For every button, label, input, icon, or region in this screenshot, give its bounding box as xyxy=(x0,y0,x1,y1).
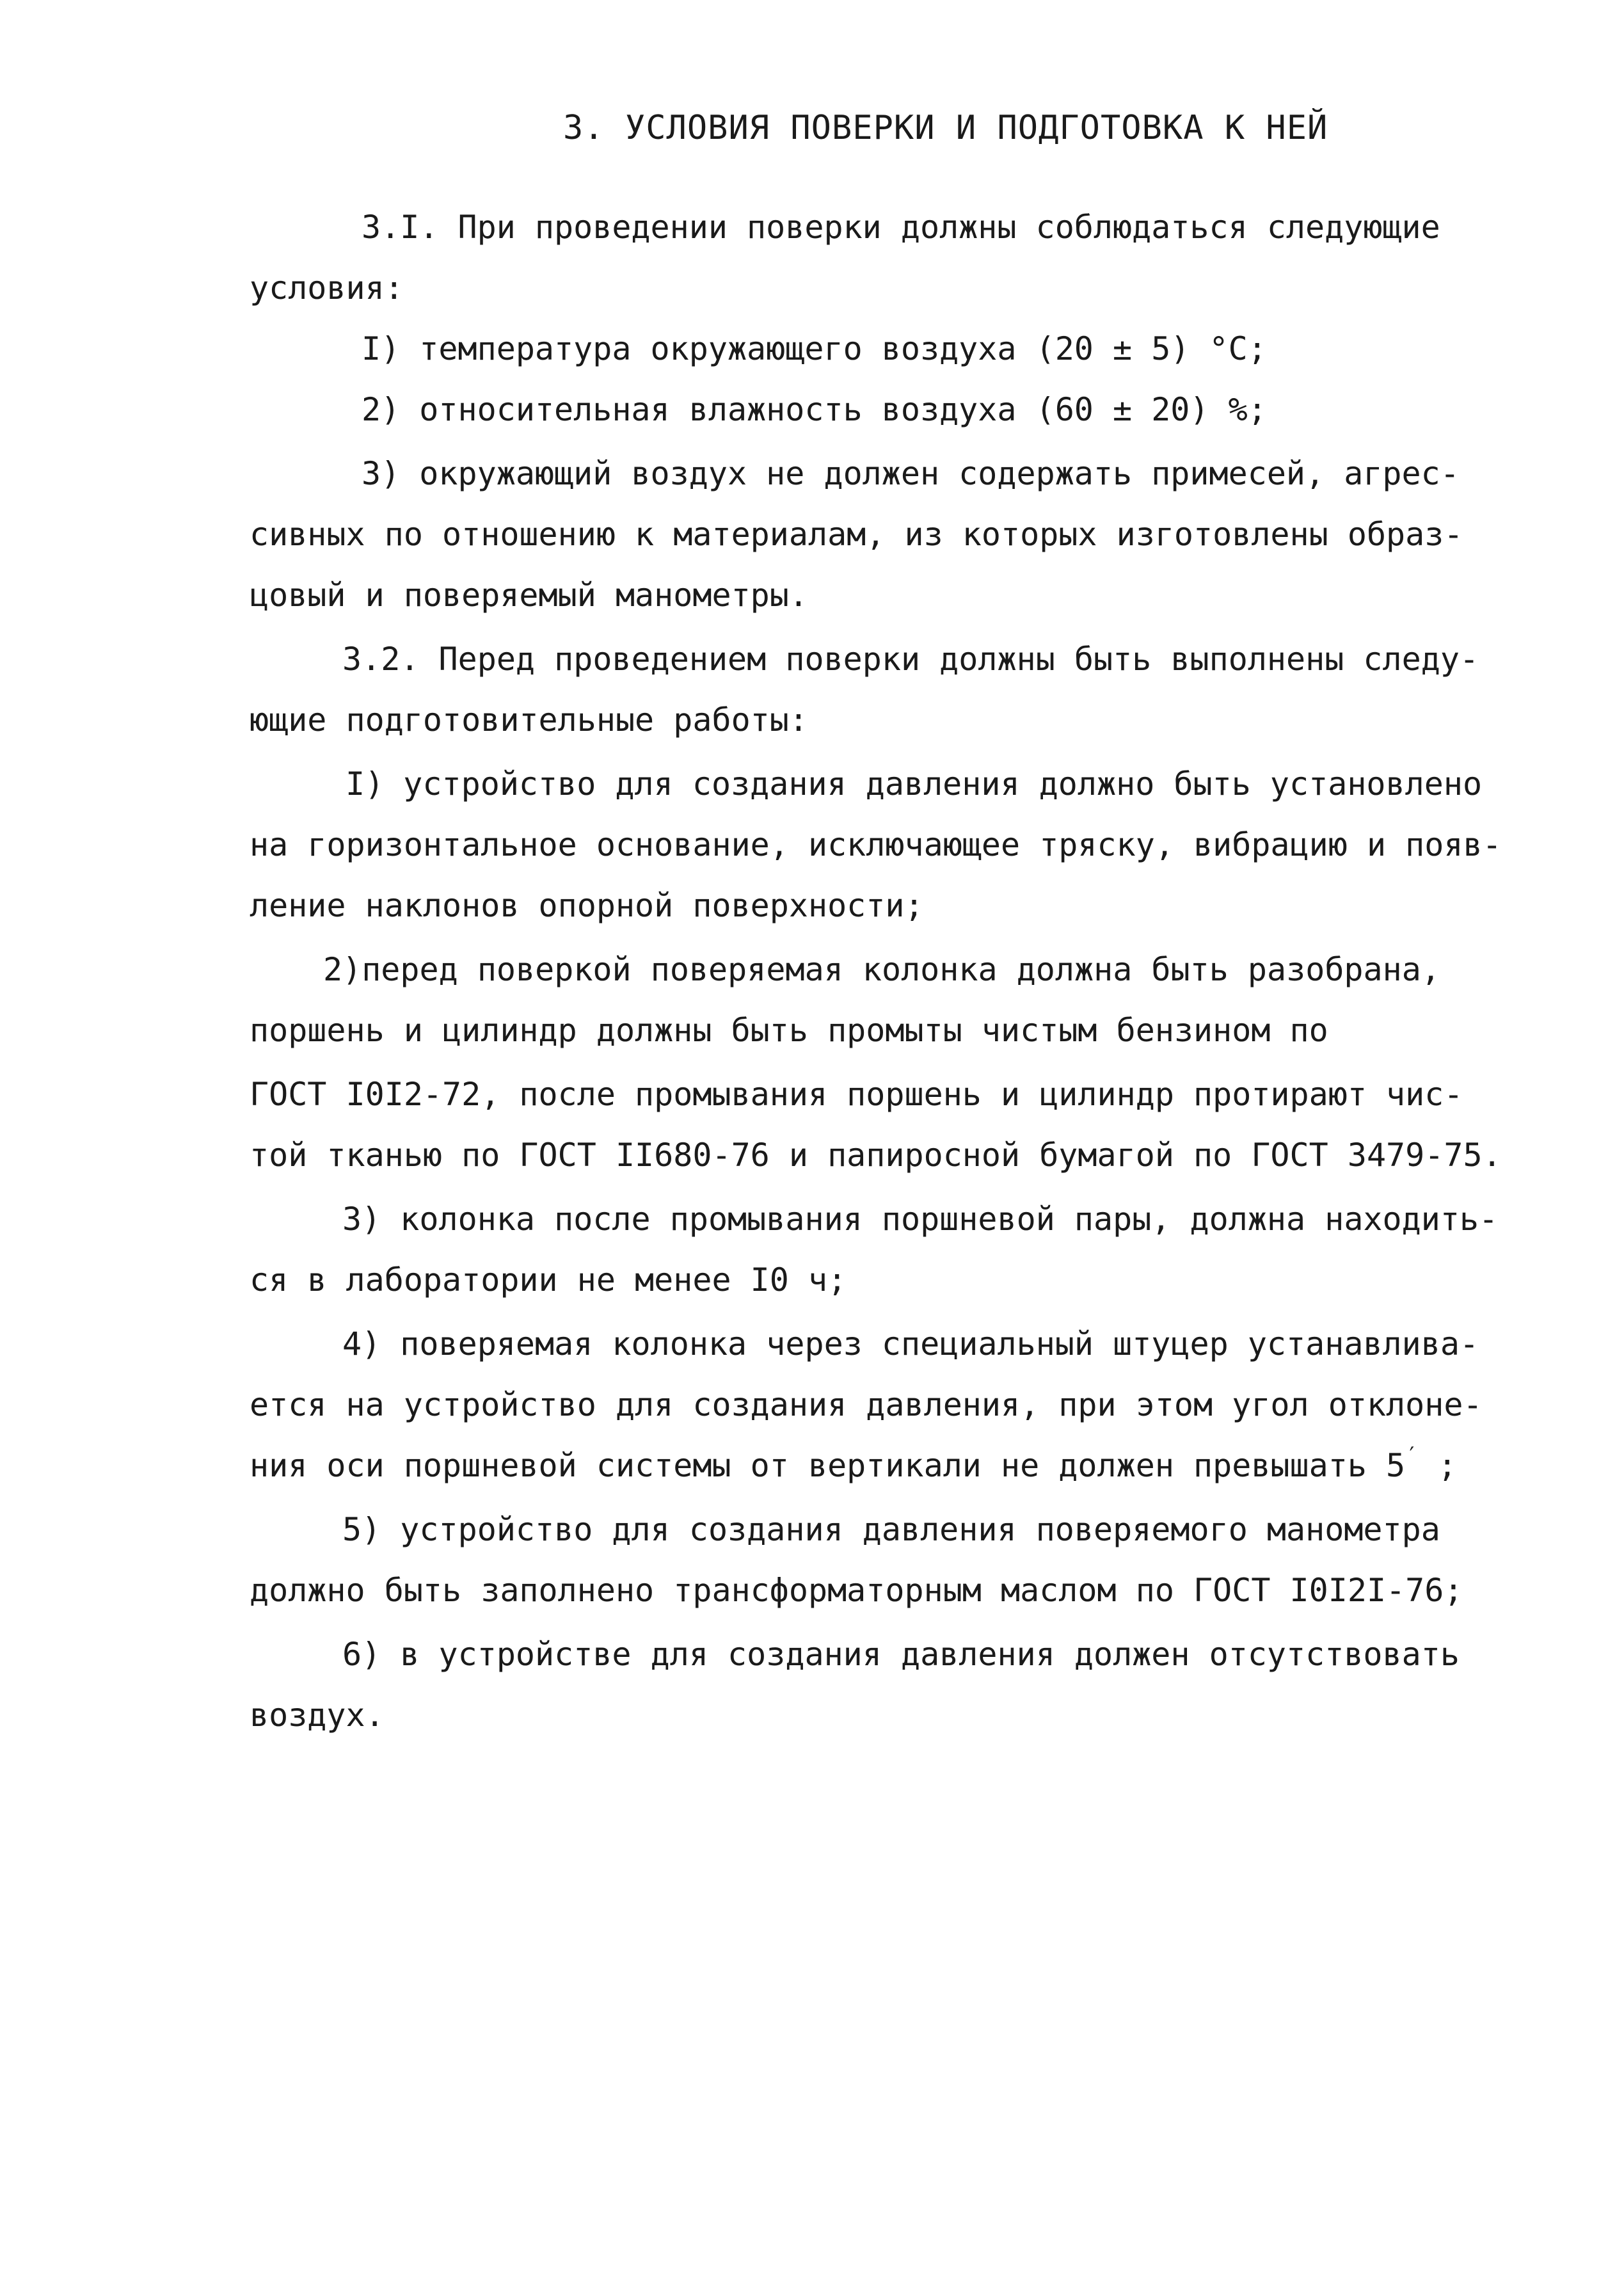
paragraph-3-1-line-1: 3.I. При проведении поверки должны соблюдаться следующие xyxy=(362,209,1440,246)
work-4-line-3-text: ния оси поршневой системы от вертикали не должен превышать 5 xyxy=(250,1447,1406,1484)
work-6-line-2: воздух. xyxy=(250,1697,385,1734)
work-2-line-3: ГОСТ I0I2-72, после промывания поршень и цилиндр протирают чис- xyxy=(250,1076,1463,1113)
work-4-line-3-tail: ; xyxy=(1418,1447,1457,1484)
condition-3-line-3: цовый и поверяемый манометры. xyxy=(250,577,808,614)
work-3-line-1: 3) колонка после промывания поршневой пары, должна находить- xyxy=(342,1201,1499,1238)
work-4-line-2: ется на устройство для создания давления, при этом угол отклоне- xyxy=(250,1386,1483,1423)
work-4-line-1: 4) поверяемая колонка через специальный штуцер устанавлива- xyxy=(342,1325,1479,1363)
paragraph-3-2-line-2: ющие подготовительные работы: xyxy=(250,701,808,739)
work-6-line-1: 6) в устройстве для создания давления должен отсутствовать xyxy=(342,1636,1460,1673)
work-5-line-2: должно быть заполнено трансформаторным маслом по ГОСТ I0I2I-76; xyxy=(250,1572,1463,1609)
condition-3-line-2: сивных по отношению к материалам, из которых изготовлены образ- xyxy=(250,516,1463,553)
work-5-line-1: 5) устройство для создания давления поверяемого манометра xyxy=(342,1511,1440,1548)
work-2-line-1: 2)перед поверкой поверяемая колонка должна быть разобрана, xyxy=(323,951,1440,988)
work-2-line-2: поршень и цилиндр должны быть промыты чистым бензином по xyxy=(250,1012,1328,1049)
paragraph-3-1-line-2: условия: xyxy=(250,269,404,307)
work-1-line-3: ление наклонов опорной поверхности; xyxy=(250,887,924,924)
work-4-line-3 xyxy=(250,1443,1457,1489)
work-1-line-2: на горизонтальное основание, исключающее тряску, вибрацию и появ- xyxy=(250,826,1502,863)
work-1-line-1: I) устройство для создания давления должно быть установлено xyxy=(346,765,1483,803)
angle-minute-mark: ′ xyxy=(1405,1443,1419,1468)
work-3-line-2: ся в лаборатории не менее I0 ч; xyxy=(250,1261,847,1299)
paragraph-3-2-line-1: 3.2. Перед проведением поверки должны быть выполнены следу- xyxy=(342,641,1479,678)
section-heading: 3. УСЛОВИЯ ПОВЕРКИ И ПОДГОТОВКА К НЕЙ xyxy=(563,109,1328,147)
condition-1: I) температура окружающего воздуха (20 ± 5) °С; xyxy=(362,330,1267,367)
work-2-line-4: той тканью по ГОСТ II680-76 и папиросной бумагой по ГОСТ 3479-75. xyxy=(250,1137,1502,1174)
condition-2: 2) относительная влажность воздуха (60 ± 20) %; xyxy=(362,391,1267,428)
condition-3-line-1: 3) окружающий воздух не должен содержать примесей, агрес- xyxy=(362,455,1460,492)
